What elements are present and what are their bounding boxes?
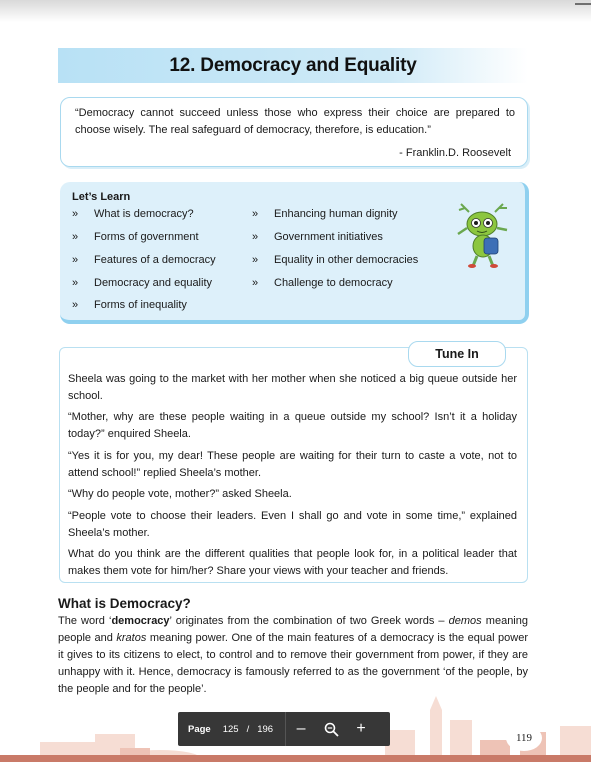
learn-item: » Forms of government <box>72 231 199 243</box>
learn-item: » Democracy and equality <box>72 277 213 289</box>
learn-item: » Enhancing human dignity <box>252 208 398 220</box>
tune-in-paragraph: “People vote to choose their leaders. Even I shall go and vote in some time,” explained Sheela’s mother. <box>68 510 517 539</box>
learn-item: » What is democracy? <box>72 208 194 220</box>
bullet-icon: » <box>252 277 259 289</box>
current-page-number[interactable]: 125 <box>222 723 239 735</box>
bullet-icon: » <box>252 254 259 266</box>
magnifier-icon <box>324 722 339 737</box>
page-navigation-bar <box>178 712 390 746</box>
tune-in-paragraph: “Yes it is for you, my dear! These people are waiting for their turn to caste a vote, not to attend school!” replied Sheela’s mother. <box>68 450 517 479</box>
printed-page-number: 119 <box>506 725 542 751</box>
tune-in-tab: Tune In <box>408 341 506 367</box>
zoom-reset-button[interactable] <box>316 712 346 746</box>
alien-mascot-icon <box>455 202 511 268</box>
tune-in-paragraph: “Why do people vote, mother?” asked Sheela. <box>68 488 292 500</box>
viewer-top-shadow <box>0 0 591 22</box>
window-minimize-mark[interactable] <box>575 3 591 5</box>
bottom-strip <box>0 755 591 762</box>
quote-author: - Franklin.D. Roosevelt <box>399 147 511 159</box>
quote-text: “Democracy cannot succeed unless those who express their choice are prepared to choose wisely. The real safeguard of democracy, therefore, is education.” <box>75 107 515 136</box>
section-heading: What is Democracy? <box>58 596 191 611</box>
bullet-icon: » <box>72 208 79 220</box>
bullet-icon: » <box>72 231 79 243</box>
page-separator: / <box>246 723 250 735</box>
zoom-out-button[interactable]: – <box>296 720 306 737</box>
lets-learn-title: Let’s Learn <box>72 191 131 203</box>
learn-item: » Features of a democracy <box>72 254 216 266</box>
learn-item: » Equality in other democracies <box>252 254 419 266</box>
bullet-icon: » <box>72 254 79 266</box>
zoom-in-button[interactable]: + <box>356 720 366 737</box>
chapter-title-bar <box>58 48 528 83</box>
learn-item: » Forms of inequality <box>72 299 187 311</box>
bullet-icon: » <box>72 277 79 289</box>
bullet-icon: » <box>72 299 79 311</box>
tune-in-paragraph: What do you think are the different qualities that people look for, in a political leader that makes them vote for him/her? Share your views with your teacher and friends. <box>68 548 517 577</box>
learn-item: » Government initiatives <box>252 231 383 243</box>
chapter-title: 12. Democracy and Equality <box>169 54 417 76</box>
bullet-icon: » <box>252 208 259 220</box>
tune-in-paragraph: “Mother, why are these people waiting in a queue outside my school? Isn’t it a holiday today?” enquired Sheela. <box>68 411 517 440</box>
section-body-paragraph: The word ‘democracy’ originates from the combination of two Greek words – demos meaning people and kratos meaning power. One of the main features of a democracy is the equal power it gives to its citizens to elect, to control and to remove their government from power, if they are unhappy with it. Hence, democracy is famously referred to as the government ‘of the people, by the people and for the people’. <box>58 615 529 695</box>
bullet-icon: » <box>252 231 259 243</box>
learn-item: » Challenge to democracy <box>252 277 393 289</box>
quote-box <box>60 97 528 167</box>
page-label: Page <box>188 723 211 735</box>
total-pages: 196 <box>257 723 274 735</box>
tune-in-paragraph: Sheela was going to the market with her mother when she noticed a big queue outside her school. <box>68 373 517 402</box>
